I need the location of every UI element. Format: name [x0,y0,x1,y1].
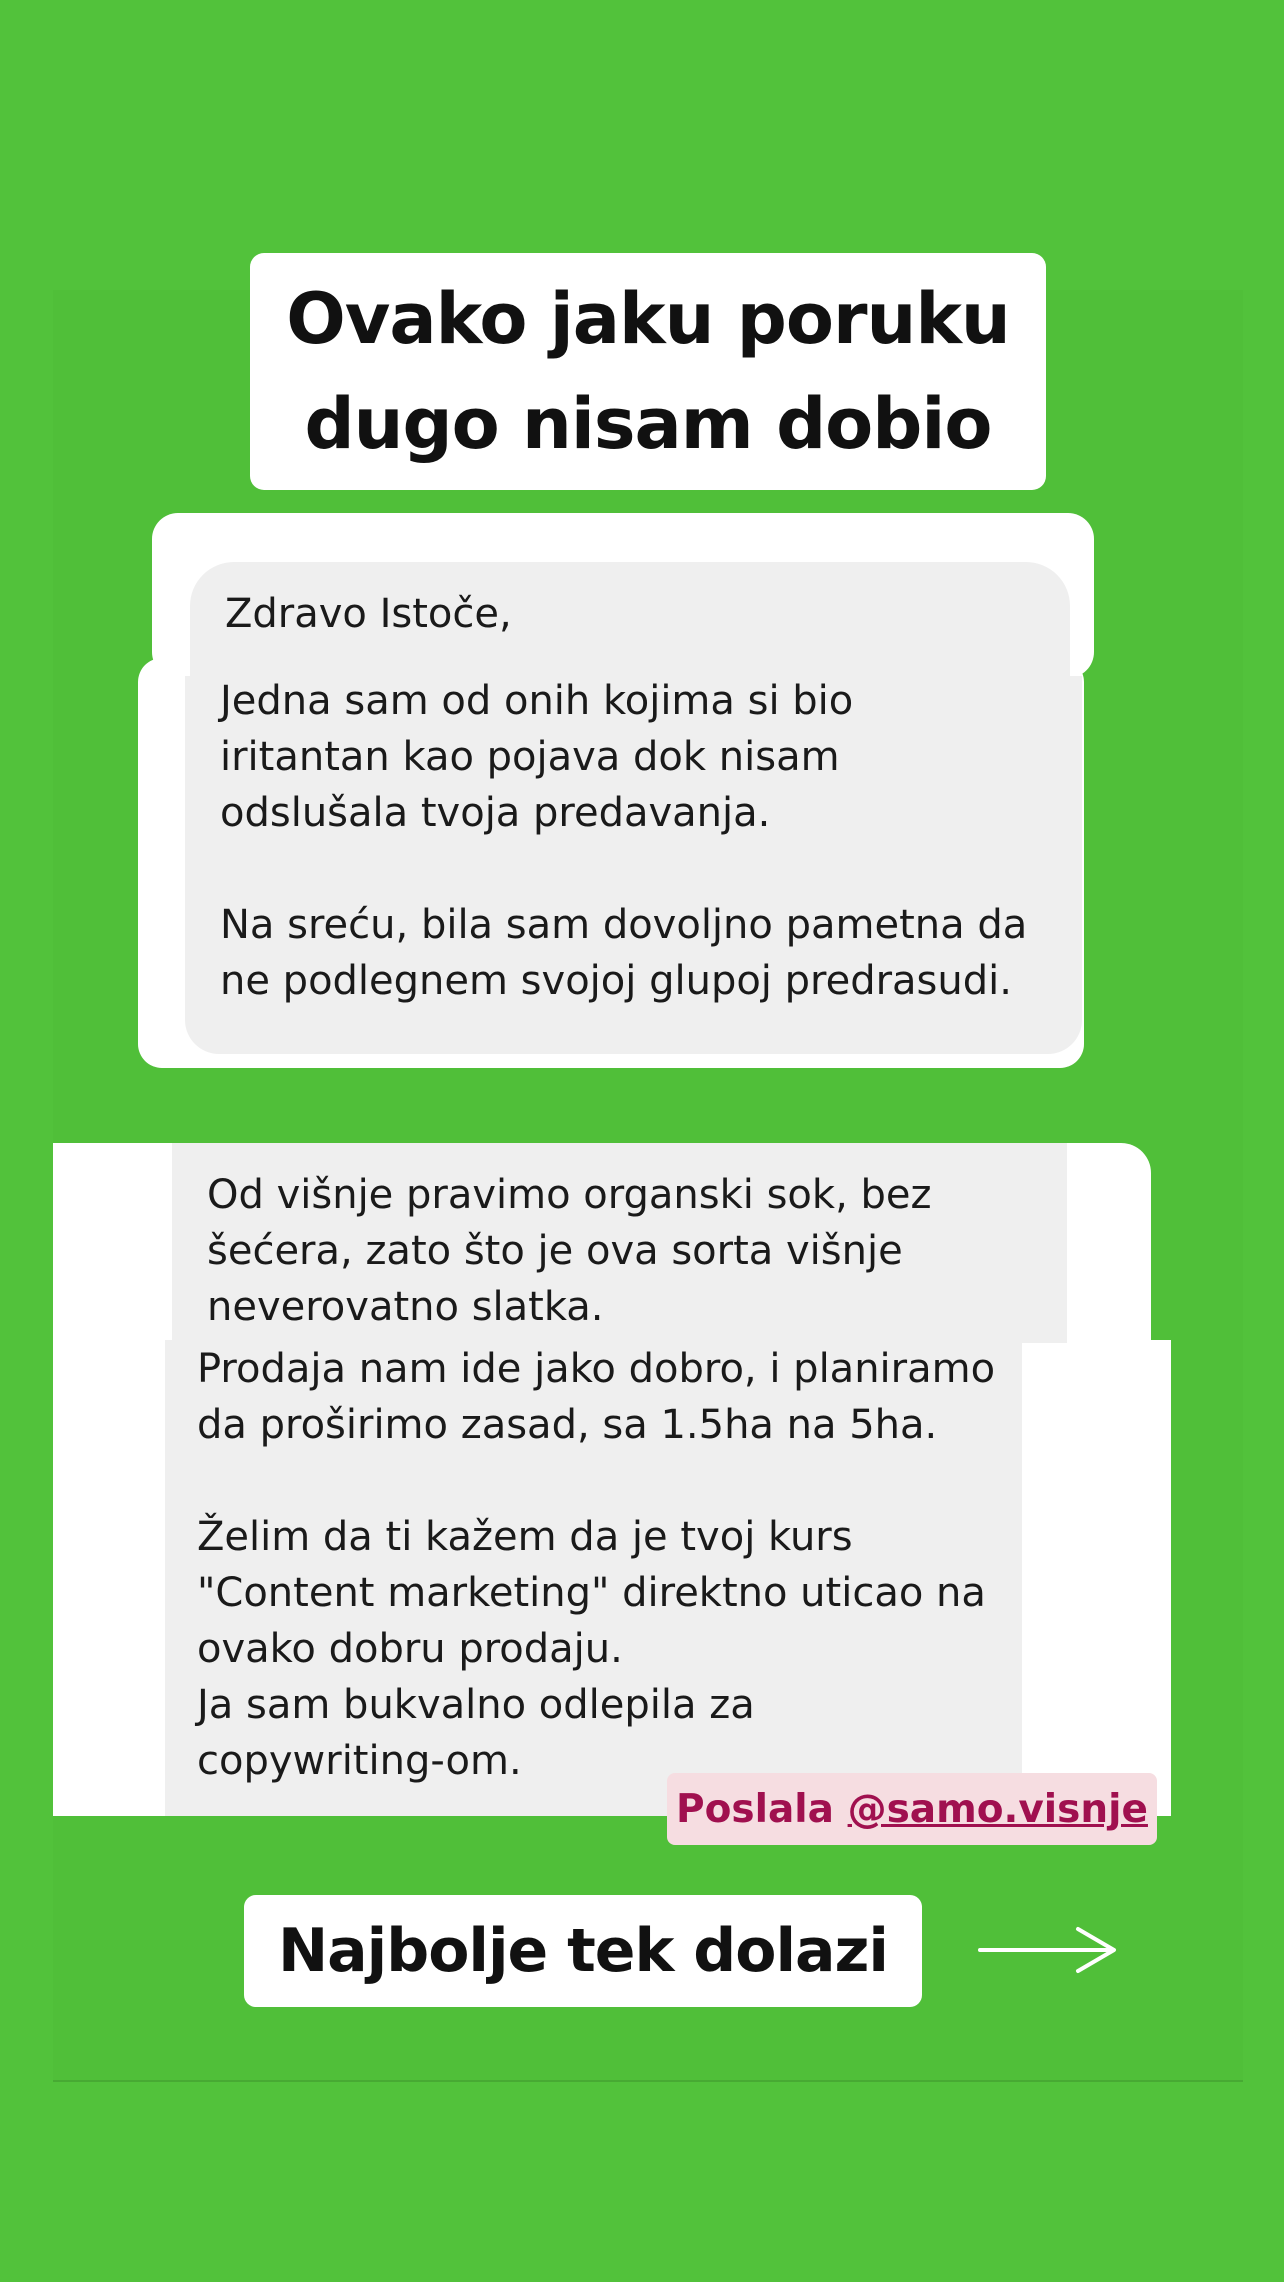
arrow-right-icon [978,1925,1118,1975]
cta-label: Najbolje tek dolazi [277,1916,889,1986]
headline-line-1: Ovako jaku poruku [286,277,1010,360]
sender-prefix: Poslala [676,1786,848,1832]
message-body-2b: Prodaja nam ide jako dobro, i planiramo da proširimo zasad, sa 1.5ha na 5ha. Želim da ti kažem da je tvoj kurs "Content marketing" direktno uticao na ovako dobru prodaju. Ja sam bukvalno odlepila za copywriting-om. [197,1346,996,1784]
message-body-1: Jedna sam od onih kojima si bio iritantan kao pojava dok nisam odslušala tvoja predavanja. Na sreću, bila sam dovoljno pametna da ne podlegnem svojoj glupoj predrasudi. [220,678,1028,1004]
headline-card [250,253,1046,490]
cta-card [244,1895,922,2007]
divider [53,2080,1243,2082]
headline-line-2: dugo nisam dobio [304,382,992,465]
sender-handle-link[interactable]: @samo.visnje [847,1786,1148,1832]
message-greeting: Zdravo Istoče, [225,591,512,637]
message-body-2a: Od višnje pravimo organski sok, bez šećera, zato što je ova sorta višnje neverovatno slatka. [207,1172,932,1330]
sender-badge [667,1773,1157,1845]
